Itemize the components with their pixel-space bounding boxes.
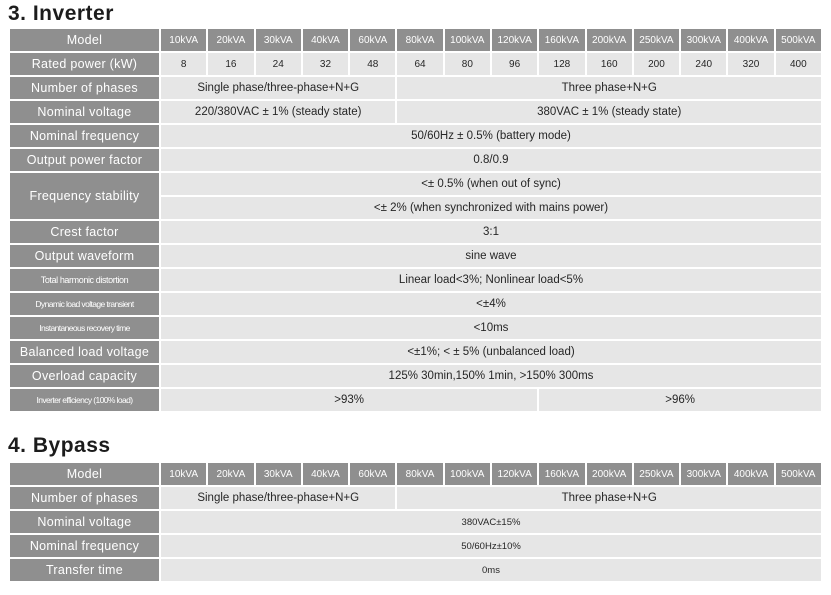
power-factor-value: 0.8/0.9 [161,149,821,171]
nominal-voltage-high-value: 380VAC ± 1% (steady state) [397,101,821,123]
rated-power-value: 8 [161,53,206,75]
bypass-phases-label: Number of phases [10,487,159,509]
output-waveform-value: sine wave [161,245,821,267]
voltage-transient-label: Dynamic load voltage transient [10,293,159,315]
rated-power-value: 320 [728,53,773,75]
thd-label: Total harmonic distortion [10,269,159,291]
model-400kva: 400kVA [728,29,773,51]
balanced-voltage-label: Balanced load voltage [10,341,159,363]
bypass-frequency-row [10,535,821,557]
rated-power-value: 160 [587,53,632,75]
model-160kva: 160kVA [539,29,584,51]
nominal-frequency-value: 50/60Hz ± 0.5% (battery mode) [161,125,821,147]
model-40kva: 40kVA [303,29,348,51]
transfer-time-value: 0ms [161,559,821,581]
rated-power-value: 16 [208,53,253,75]
rated-power-value: 128 [539,53,584,75]
model-500kva: 500kVA [776,29,821,51]
overload-label: Overload capacity [10,365,159,387]
bypass-phases-low-value: Single phase/three-phase+N+G [161,487,395,509]
bypass-voltage-value: 380VAC±15% [161,511,821,533]
bypass-model-250kva: 250kVA [634,463,679,485]
bypass-model-60kva: 60kVA [350,463,395,485]
model-250kva: 250kVA [634,29,679,51]
model-300kva: 300kVA [681,29,726,51]
power-factor-row [10,149,821,171]
balanced-voltage-value: <±1%; < ± 5% (unbalanced load) [161,341,821,363]
overload-value: 125% 30min,150% 1min, >150% 300ms [161,365,821,387]
bypass-model-100kva: 100kVA [445,463,490,485]
bypass-frequency-label: Nominal frequency [10,535,159,557]
model-120kva: 120kVA [492,29,537,51]
bypass-model-label: Model [10,463,159,485]
crest-factor-row [10,221,821,243]
balanced-voltage-row [10,341,821,363]
bypass-phases-row [10,487,821,509]
phases-low-value: Single phase/three-phase+N+G [161,77,395,99]
bypass-model-160kva: 160kVA [539,463,584,485]
bypass-model-30kva: 30kVA [256,463,301,485]
bypass-model-80kva: 80kVA [397,463,442,485]
crest-factor-value: 3:1 [161,221,821,243]
rated-power-value: 96 [492,53,537,75]
overload-row [10,365,821,387]
model-10kva: 10kVA [161,29,206,51]
recovery-time-row [10,317,821,339]
transfer-time-label: Transfer time [10,559,159,581]
inverter-spec-table [8,27,823,413]
voltage-transient-row [10,293,821,315]
bypass-phases-high-value: Three phase+N+G [397,487,821,509]
efficiency-high-value: >96% [539,389,821,411]
bypass-model-row [10,463,821,485]
thd-row [10,269,821,291]
inverter-model-row [10,29,821,51]
phases-high-value: Three phase+N+G [397,77,821,99]
rated-power-value: 24 [256,53,301,75]
power-factor-label: Output power factor [10,149,159,171]
bypass-model-120kva: 120kVA [492,463,537,485]
voltage-transient-value: <±4% [161,293,821,315]
bypass-model-500kva: 500kVA [776,463,821,485]
inverter-section-title: 3. Inverter [8,2,114,25]
crest-factor-label: Crest factor [10,221,159,243]
nominal-voltage-low-value: 220/380VAC ± 1% (steady state) [161,101,395,123]
rated-power-value: 240 [681,53,726,75]
bypass-frequency-value: 50/60Hz±10% [161,535,821,557]
recovery-time-label: Instantaneous recovery time [10,317,159,339]
rated-power-value: 48 [350,53,395,75]
transfer-time-row [10,559,821,581]
frequency-stability-row [10,173,821,195]
model-label: Model [10,29,159,51]
bypass-model-300kva: 300kVA [681,463,726,485]
bypass-section-title: 4. Bypass [8,434,111,457]
model-30kva: 30kVA [256,29,301,51]
bypass-voltage-label: Nominal voltage [10,511,159,533]
model-60kva: 60kVA [350,29,395,51]
rated-power-label: Rated power (kW) [10,53,159,75]
frequency-stability-label: Frequency stability [10,173,159,219]
model-80kva: 80kVA [397,29,442,51]
rated-power-value: 64 [397,53,442,75]
bypass-model-400kva: 400kVA [728,463,773,485]
rated-power-row [10,53,821,75]
rated-power-value: 32 [303,53,348,75]
bypass-model-200kva: 200kVA [587,463,632,485]
bypass-model-20kva: 20kVA [208,463,253,485]
nominal-voltage-row [10,101,821,123]
model-20kva: 20kVA [208,29,253,51]
output-waveform-row [10,245,821,267]
rated-power-value: 200 [634,53,679,75]
bypass-model-10kva: 10kVA [161,463,206,485]
bypass-spec-table [8,461,823,583]
efficiency-label: Inverter efficiency (100% load) [10,389,159,411]
model-200kva: 200kVA [587,29,632,51]
frequency-stability-value-1: <± 0.5% (when out of sync) [161,173,821,195]
recovery-time-value: <10ms [161,317,821,339]
bypass-voltage-row [10,511,821,533]
phases-label: Number of phases [10,77,159,99]
efficiency-low-value: >93% [161,389,537,411]
nominal-frequency-label: Nominal frequency [10,125,159,147]
output-waveform-label: Output waveform [10,245,159,267]
rated-power-value: 400 [776,53,821,75]
model-100kva: 100kVA [445,29,490,51]
thd-value: Linear load<3%; Nonlinear load<5% [161,269,821,291]
efficiency-row [10,389,821,411]
bypass-model-40kva: 40kVA [303,463,348,485]
phases-row [10,77,821,99]
frequency-stability-value-2: <± 2% (when synchronized with mains power) [161,197,821,219]
nominal-voltage-label: Nominal voltage [10,101,159,123]
nominal-frequency-row [10,125,821,147]
rated-power-value: 80 [445,53,490,75]
